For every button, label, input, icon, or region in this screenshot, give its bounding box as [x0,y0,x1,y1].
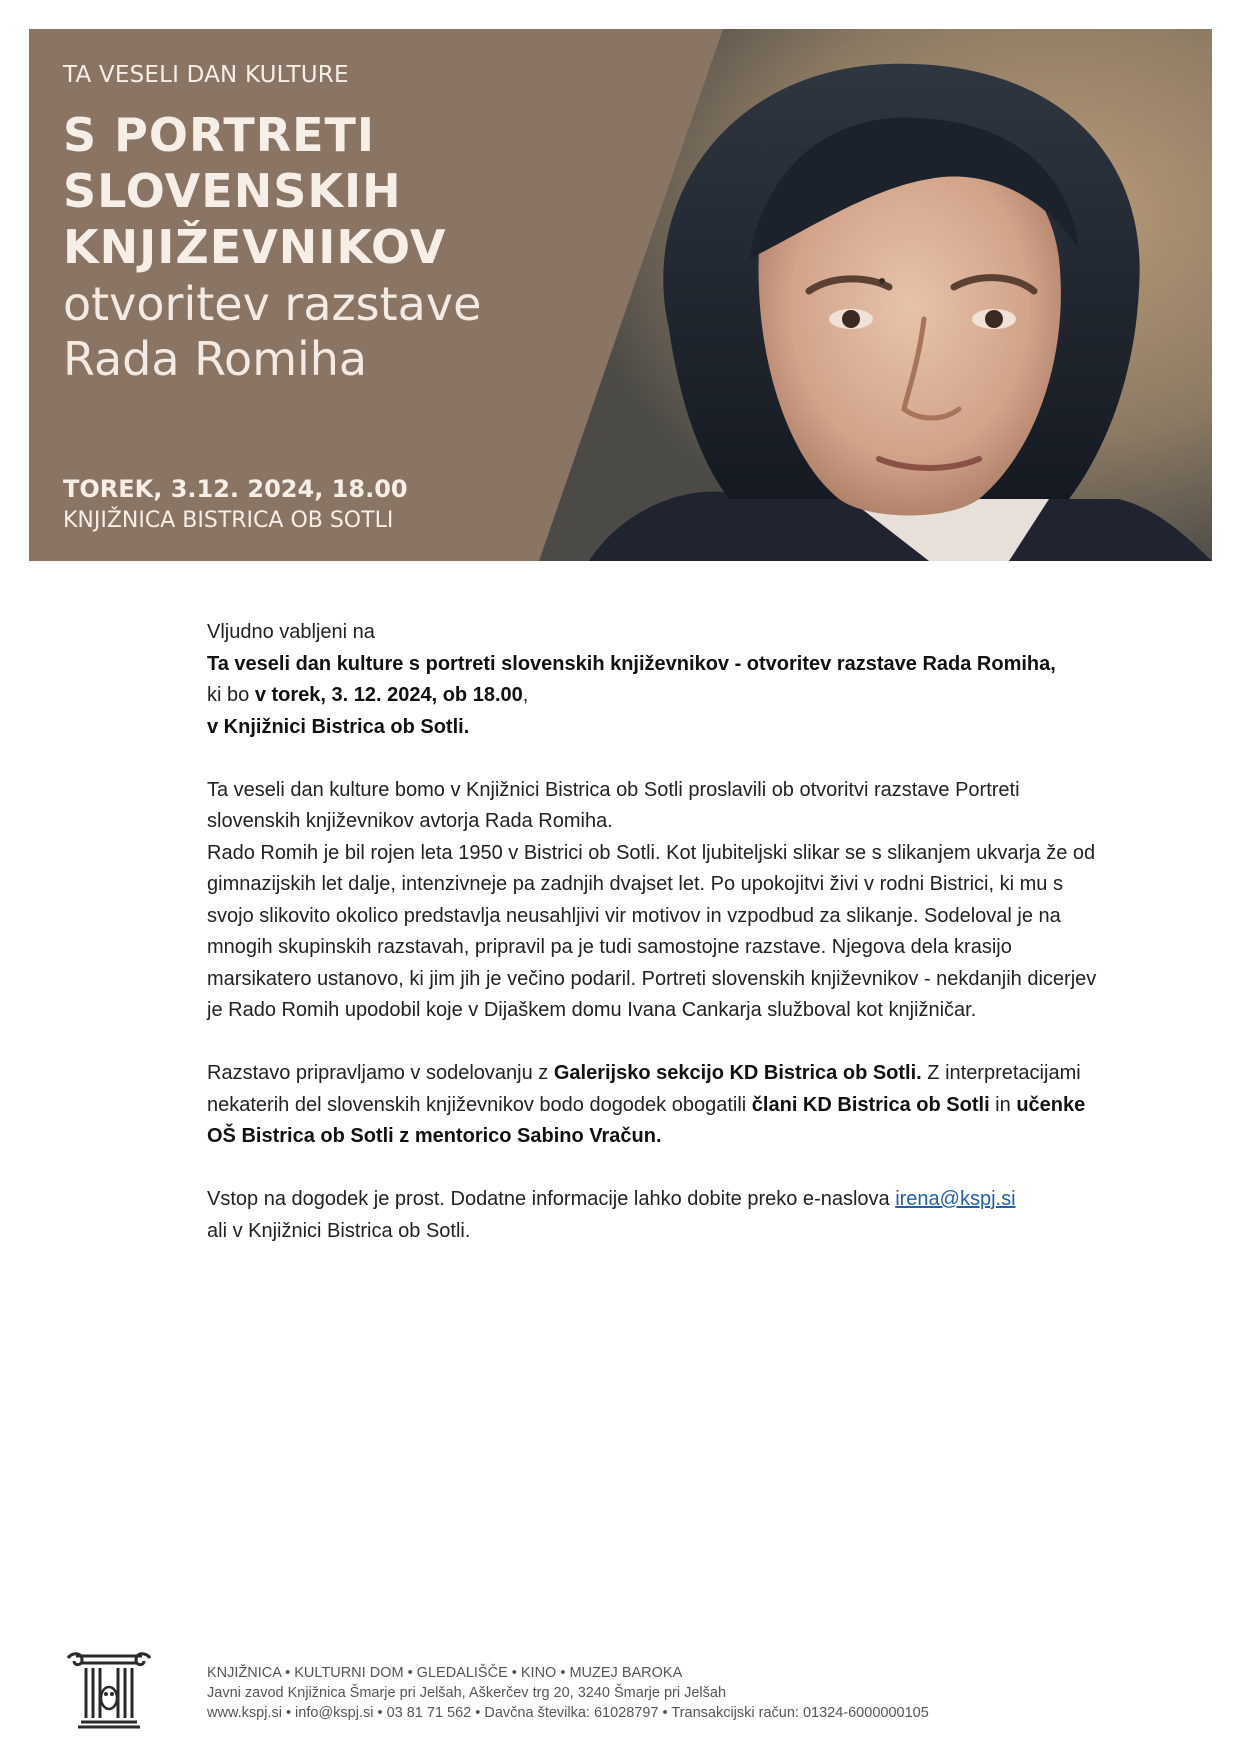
column-owl-logo-icon [62,1650,156,1730]
event-title [207,649,1097,681]
headline-line: SLOVENSKIH [63,164,402,218]
footer [62,1650,1162,1730]
footer-info [207,1663,929,1723]
event-where [207,712,1097,744]
collab-text: Razstavo pripravljamo v sodelovanju z [207,1062,554,1084]
entry-paragraph [207,1184,1097,1247]
subtitle-line: otvoritev razstave [63,277,482,331]
collaboration-paragraph [207,1058,1097,1153]
collab-text: in [989,1093,1017,1116]
banner-venue: KNJIŽNICA BISTRICA OB SOTLI [63,508,394,533]
banner-date: TOREK, 3.12. 2024, 18.00 [63,475,408,503]
headline-line: KNJIŽEVNIKOV [63,220,447,274]
event-title-text: Ta veseli dan kulture s portreti slovenskih književnikov - otvoritev razstave Rada Romiha, [207,652,1056,675]
paragraph-gap [207,743,1097,775]
banner-title-block [63,61,481,387]
subtitle-line: Rada Romiha [63,332,368,386]
greeting: Vljudno vabljeni na [207,621,375,643]
paragraph-gap [207,1027,1097,1059]
when-prefix: ki bo [207,684,255,706]
invitation-body [207,617,1097,1247]
footer-address: Javni zavod Knjižnica Šmarje pri Jelšah, Aškerčev trg 20, 3240 Šmarje pri Jelšah [207,1685,727,1701]
email-link[interactable]: irena@kspj.si [895,1188,1016,1210]
description-paragraph: Ta veseli dan kulture bomo v Knjižnici Bistrica ob Sotli proslavili ob otvoritvi razstave Portreti slovenskih književnikov avtorja Rada Romiha. [207,778,1020,832]
entry-text: Vstop na dogodek je prost. Dodatne informacije lahko dobite preko e-naslova [207,1188,896,1210]
collab-highlight: učenke OŠ Bistrica ob Sotli z mentorico Sabino Vračun. [207,1093,1086,1147]
footer-services: KNJIŽNICA • KULTURNI DOM • GLEDALIŠČE • KINO • MUZEJ BAROKA [207,1665,683,1681]
event-when [207,680,1097,712]
headline-line: S PORTRETI [63,108,376,162]
paragraph-gap [207,1153,1097,1185]
where-text: v Knjižnici Bistrica ob Sotli. [207,715,470,738]
footer-contacts: www.kspj.si • info@kspj.si • 03 81 71 562 • Davčna številka: 61028797 • Transakcijski račun: 01324-6000000105 [207,1705,929,1721]
banner-headline [63,107,481,275]
collab-highlight: člani KD Bistrica ob Sotli [751,1093,990,1116]
collab-highlight: Galerijsko sekcijo KD Bistrica ob Sotli. [553,1062,922,1084]
banner-subtitle [63,277,481,387]
collab-text: Z interpretacijami nekaterih del slovenskih književnikov bodo dogodek obogatili [207,1062,1081,1116]
when-suffix: , [522,684,529,706]
entry-text: ali v Knjižnici Bistrica ob Sotli. [207,1219,471,1242]
description-paragraph: Rado Romih je bil rojen leta 1950 v Bistrici ob Sotli. Kot ljubiteljski slikar se s slikanjem ukvarja že od gimnazijskih let dalje, intenzivneje pa zadnjih dvajset let. Po upokojitvi živi v rodni Bistrici, ki mu s svojo slikovito okolico predstavlja neusahljivi vir motivov in vzpodbud za slikanje. Sodeloval je na mnogih skupinskih razstavah, pripravil pa je tudi samostojne razstave. Njegova dela krasijo marsikatero ustanovo, ki jim jih je večino podaril. Portreti slovenskih književnikov - nekdanjih dicerjev je Rado Romih upodobil koje v Dijaškem domu Ivana Cankarja služboval kot knjižničar. [207,841,1097,1021]
banner-kicker: TA VESELI DAN KULTURE [63,62,349,88]
event-banner [29,29,1212,561]
when-text: v torek, 3. 12. 2024, ob 18.00 [254,684,523,706]
